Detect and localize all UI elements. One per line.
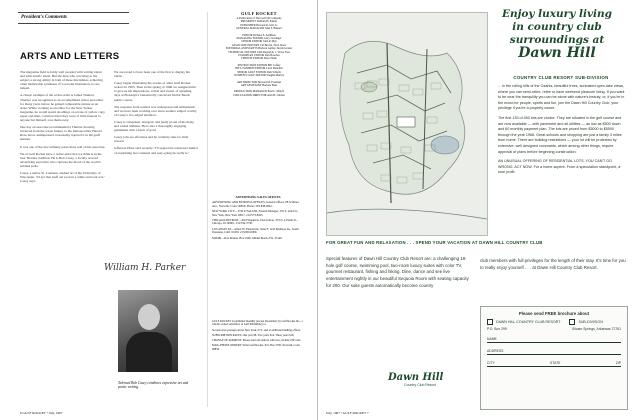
pitch-paragraph: The first 135 of 450 lots are choice. They are situated in the golf course and are now available — with pavement and all utilities — as low as $500 down and 60 monthly payment plan. The lots are priced from $3000 to $5900 through the year 1968. Great schools and shopping are just a family 3 miles from home. There are building restrictions — your lot will be protected by extensive, well designed covenants, which among other things, require approval of plans before beginning construction.: [498, 115, 622, 154]
advertising-entry: MIAMI—Don Renner, Box 2400, Miami Beach, Fla. 33140.: [212, 235, 283, 240]
signature: William H. Parker: [104, 263, 186, 273]
ad-headline: [486, 8, 628, 60]
article-paragraph: The response from readers was widespread and enthusiastic, and we have been working ever since another subject worthy of Casey's two-edged attention.: [114, 104, 197, 117]
headline-line: in country club: [512, 21, 602, 33]
section-header: President's Comments: [18, 12, 129, 24]
masthead-line: SENIOR GOLF EDITOR Pam Schultz: [237, 70, 281, 74]
article-column-2: [114, 70, 198, 260]
logo-subtitle: Country Club Resort: [404, 383, 436, 387]
state-label: STATE: [550, 361, 561, 365]
article-paragraph: Casey is outspoken, energetic and justly proud of his many and varied abilities. He is also a thoroughly engaging gentleman with a heart of gold.: [114, 119, 194, 133]
brand-name: Dawn Hill: [518, 45, 596, 61]
masthead: [213, 11, 305, 97]
fineprint-entry: SUBSCRIPTION RATES: One year $8. Two years $14. Three years $18.: [212, 333, 295, 337]
advertising-entry: LOS ANGELES—Albert W. Fitzpatrick, Suite F, 1145 Madison Av., South Pasadena, Calif. 91030. 213/000-0000.: [212, 226, 299, 235]
map-illustration: [327, 13, 487, 235]
name-label: NAME: [487, 337, 497, 341]
article-column-1: [20, 70, 106, 405]
article-paragraph: We at Gulf Rocket have a writer-artist that we think is in the best Thurber tradition. He is Bob Casey, a locally revered advertising executive who captures the mood of the world's subtlest jerks.: [20, 151, 102, 168]
masthead-line: SENIOR EDITOR John P. May: [241, 40, 277, 44]
fineprint-entry: MAIL-PHONE ORDERS: Write Gulf Rocket, P.O. Box 2700, Norwalk, Conn. 06856.: [212, 344, 301, 351]
article-paragraph: Jefferson Hobe said recently: 'I'll appreciate someone's humor of explaining how talented and easy-going he really is.': [114, 146, 198, 155]
article-paragraph: A classic example of the writer-artist is James Thurber. Thurber was recognized as an accomplished writer and editor for many years before he gained comparable stature as an artist. While working as an editor for the New Yorker magazine, he would spend doodlings on scraps of yellow copy paper and then, convinced that they were of little interest to anyone but himself, toss them away.: [20, 93, 105, 123]
fineprint-entry: GULF ROCKET is published monthly (except December) by Gulf Rocket Inc., a wholly owned subsidiary of Gulf Publishing Co.: [212, 320, 303, 327]
page-footer-right: July, 1967 • GULF ROCKET 7: [326, 411, 369, 415]
article-paragraph: We are proud to have been one of the first to display his talent.: [114, 70, 190, 79]
zip-label: ZIP: [615, 361, 621, 365]
masthead-line: ART DIRECTOR Howard M. Freeman: [236, 80, 282, 84]
article-title: ARTS AND LETTERS: [20, 51, 120, 62]
subdivision-map: [326, 12, 488, 236]
masthead-line: PRODUCTION MANAGER Paul C. Murch: [234, 90, 284, 94]
masthead-line: INT'L FASHION EDITOR Carol Benedict: [235, 67, 283, 71]
masthead-line: FRENCH EDITOR Dave Nunk: [241, 57, 277, 61]
logo-wordmark: Dawn Hill: [388, 372, 444, 383]
advertising-offices: [212, 194, 304, 242]
advertising-entry: CHICAGO-DETROIT—Jim Fitzpatrick, Paul Galton, 333 N. LaSalle St., Chicago, Ill. 60601. 312/559-5730.: [212, 218, 298, 226]
headline-line: surroundings at: [509, 34, 605, 46]
article-paragraph: It was one of the few unfunny jokes Ross told on his associate.: [20, 144, 106, 149]
portrait-body: [126, 332, 172, 372]
masthead-line: PUBLISHER Howard R. Gill, Jr.: [240, 23, 278, 27]
publication-fineprint: [212, 320, 304, 353]
advertising-entry: NEW YORK CITY—TITLE FALLER, Eastern Manager, 235 E. 42nd St., New York, New York 10017. 212/573-8425.: [212, 209, 299, 217]
city-state: Siloam Springs, Arkansas 72761: [571, 327, 621, 331]
dawn-hill-logo: [388, 372, 458, 402]
city-state-zip-field[interactable]: [487, 361, 621, 367]
right-page-advertisement: [318, 0, 634, 420]
portrait-photo: [118, 290, 178, 372]
mailing-address: [487, 327, 621, 331]
article-paragraph: The magazine field is fairly well peopled with writing talent and with artistic talent. But the man who can bring to his subject a strong ability in both of these disciplines, achieving often memorable syntheses of word and illustration, is rare indeed.: [20, 70, 103, 91]
article-paragraph: Casey, a native St. Louisian, studied art at the University of Wisconsin. 'I'd got that stuff out soon in a while and look at it,' Casey says.: [20, 170, 105, 184]
brochure-request-form: [480, 306, 628, 410]
fineprint-entry: CHANGE OF ADDRESS: Please send old address with new, include ZIP code.: [212, 339, 301, 343]
ad-subhead: COUNTRY CLUB RESORT SUB-DIVISION: [513, 75, 609, 80]
masthead-line: CIRCULATION DIRECTOR Alan H. Gibson: [233, 93, 285, 97]
masthead-line: EDITORIAL ASSISTANTS Barbara Gulley, Dorris Graner: [225, 47, 293, 51]
masthead-line: TECHNICAL EDITORS John Reynolds, J. Victor East: [228, 50, 290, 54]
name-field[interactable]: [487, 337, 621, 343]
advertising-entry: ADVERTISING AND BUSINESS OFFICES: General offices, 88 Scribner Ave., Norwalk, Conn. 06856. Phone: 203-838-9961.: [212, 200, 299, 208]
article-paragraph: Casey jobs are effortless and he certainly asks for little reward.: [114, 135, 189, 144]
masthead-line: INSTRUCTION EDITOR Bill Coffey: [237, 63, 281, 67]
masthead-line: ART ASSISTANT Barbara Bess: [240, 83, 278, 87]
subdivision-checkbox[interactable]: [569, 319, 575, 325]
city-label: CITY: [487, 361, 495, 365]
ad-body-left: Special features of Dawn Hill Country Club Resort are: a challenging 18-hole golf course, swimming pool, two-room luxury suites with color TV, gourmet restaurant, fishing and hiking. Dine, dance and see live entertainment nightly in our beautiful Sequoia Room with seating capacity for 200. Our suite guests automatically become country: [326, 256, 469, 288]
column-divider: [207, 12, 208, 407]
article-paragraph: One day an associate recommended a Thurber drawing retrieved from the waste basket, to the famous editor Harold Ross. Ross, unimpressed, reasonably rejected it in his gruff manner.: [20, 125, 102, 142]
address-field[interactable]: [487, 349, 621, 355]
photo-caption: Talented Bob Casey combines expressive art and poetic writing.: [118, 381, 189, 390]
fineprint-entry: Second-class postage paid at New York, N.Y., and at additional mailing offices.: [212, 328, 301, 332]
address-label: ADDRESS: [487, 349, 504, 353]
subdivision-option-label: SUB-DIVISION: [578, 320, 603, 324]
ad-body-right: club members with full privileges for the length of their stay. It's time for you to really enjoy yourself . . . at Dawn Hill Country Club Resort.: [480, 258, 626, 270]
pitch-paragraph: ... in the rolling hills of the Ozarks, beautiful trees, sunbaked open-lake views, where you can semi-retire, retire or have weekend pleasure living. If you want to be near the tranquility you can be alone with nature's beauty; or, if you're in the mood for people, sports and fun, join the Dawn Hill Country Club, your privilege if you're a property owner.: [498, 84, 625, 111]
masthead-line: EDITOR Richard E. Aulthaus: [242, 33, 276, 37]
masthead-line: A Publication of The Gulf Oil Company: [236, 17, 282, 20]
portrait-face: [138, 304, 160, 330]
masthead-line: PRESIDENT William H. Parker: [240, 20, 278, 24]
form-options: [487, 319, 621, 325]
masthead-title: GULF ROCKET: [241, 11, 277, 16]
headline-line: Enjoy luxury living: [501, 8, 613, 20]
advertising-header: ADVERTISING SALES OFFICES: [235, 195, 281, 199]
ad-pitch: [498, 84, 626, 180]
masthead-line: EUROPEAN EDITOR Ken Bowden: [238, 54, 280, 58]
resort-checkbox[interactable]: [487, 319, 493, 325]
page-footer-left: 6 GULF ROCKET • July, 1967: [20, 411, 63, 415]
article-paragraph: Casey began illustrating the stories of other Gulf Rocket writers in 1965. Then in the spring of 1966 we assigned him to give us his impressions, verbal and visual, of spending days at Brooklyn's fantastically conceived Dollar Beach public course.: [114, 81, 196, 102]
masthead-line: WOMEN'S GOLF EDITOR Vaughn Murray: [233, 74, 285, 78]
po-box: P.O. Box 299: [487, 327, 507, 331]
ad-banner: FOR GREAT FUN AND RELAXATION . . . SPEND YOUR VACATION AT DAWN HILL COUNTRY CLUB: [326, 240, 543, 245]
masthead-line: ASSOCIATE EDITORS Cal Brown, Nora Snow: [231, 43, 287, 47]
masthead-line: GENERAL MANAGER John F. Barnett: [236, 27, 282, 31]
pitch-paragraph: AN UNUSUAL OFFERING OF RESIDENTIAL LOTS. YOU CAN'T GO WRONG. ACT NOW. For a home superb. From a speculation standpoint, a sure profit.: [498, 159, 621, 175]
masthead-line: MANAGING EDITOR Larry Gerringer: [236, 37, 282, 41]
resort-option-label: DAWN HILL COUNTRY CLUB RESORT: [496, 320, 561, 324]
form-title: Please send FREE brochure about: [518, 311, 590, 316]
